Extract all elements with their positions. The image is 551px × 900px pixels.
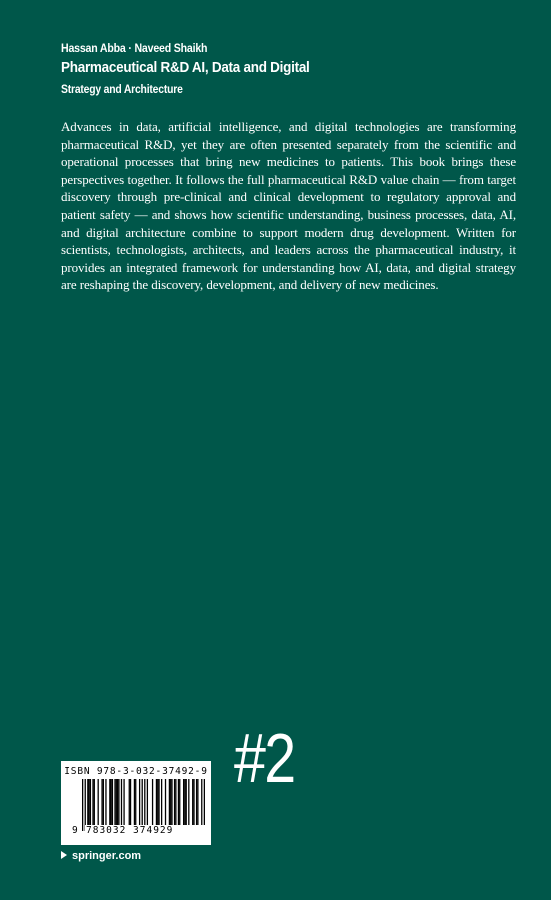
isbn-label: ISBN 978-3-032-37492-9 — [64, 766, 208, 777]
barcode-bar — [192, 779, 193, 826]
barcode-bar — [183, 779, 184, 826]
barcode-bar — [90, 779, 91, 826]
barcode-bar — [142, 779, 143, 831]
series-number: #2 — [234, 719, 295, 797]
barcode-bar — [101, 779, 102, 826]
barcode-bar — [158, 779, 159, 826]
barcode-bar — [109, 779, 110, 826]
book-description: Advances in data, artificial intelligence, and digital technologies are transforming pharmaceutical R&D, yet they are often presented separately from the scientific and operational processes that bring new medicines to patients. This book brings these perspectives together. It follows the full pharmaceutical R&D value chain — from target discovery through pre-clinical and clinical development to regulatory approval and patient safety — and shows how scientific understanding, business processes, data, AI, and digital architecture combine to support modern drug development. Written for scientists, technologists, architects, and leaders across the pharmaceutical industry, it provides an integrated framework for understanding how AI, data, and digital strategy are reshaping the discovery, development, and delivery of new medicines. — [61, 119, 516, 293]
barcode-bar — [114, 779, 115, 826]
barcode-bar — [94, 779, 95, 826]
barcode-bar — [147, 779, 148, 826]
barcode-bar — [92, 779, 93, 826]
barcode-bar — [161, 779, 162, 826]
barcode-bar — [117, 779, 118, 826]
website-link[interactable] — [61, 849, 141, 863]
barcode-bar — [110, 779, 111, 826]
barcode-bar — [157, 779, 158, 826]
barcode-bar — [174, 779, 175, 826]
barcode-bar — [193, 779, 194, 826]
barcode-bar — [175, 779, 176, 826]
barcode-bar — [152, 779, 153, 826]
barcode-bar — [85, 779, 86, 831]
barcode-bar — [98, 779, 99, 826]
website-label: springer.com — [72, 850, 142, 862]
barcode-bar — [170, 779, 171, 826]
barcode-bar — [112, 779, 113, 826]
barcode-bar — [197, 779, 198, 826]
authors: Hassan Abba · Naveed Shaikh — [61, 43, 208, 55]
barcode-bar — [118, 779, 119, 826]
barcode-bar — [139, 779, 140, 826]
barcode-bar — [201, 779, 202, 831]
barcode-bar — [186, 779, 187, 826]
barcode-bar — [123, 779, 124, 826]
ean-digits: 783032 374929 — [85, 825, 205, 836]
book-title: Pharmaceutical R&D AI, Data and Digital — [61, 59, 310, 76]
barcode-bar — [179, 779, 180, 826]
book-subtitle: Strategy and Architecture — [61, 84, 183, 96]
barcode-bar — [130, 779, 131, 826]
barcode-bar — [105, 779, 106, 826]
barcode-bar — [169, 779, 170, 826]
barcode-bar — [134, 779, 135, 826]
barcode-bar — [184, 779, 185, 826]
barcode-bar — [88, 779, 89, 826]
barcode-bar — [165, 779, 166, 826]
barcode-bar — [204, 779, 205, 831]
barcode-bar — [103, 779, 104, 826]
barcode-bar — [144, 779, 145, 831]
ean-first-digit: 9 — [72, 825, 78, 836]
barcode-bar — [178, 779, 179, 826]
barcode-bar — [116, 779, 117, 826]
barcode-bar — [129, 779, 130, 826]
isbn-barcode — [61, 761, 211, 845]
barcode-bar — [156, 779, 157, 826]
barcode-bar — [82, 779, 83, 831]
barcode-bar — [87, 779, 88, 826]
barcode-bar — [171, 779, 172, 826]
barcode-bar — [196, 779, 197, 826]
barcode-bar — [121, 779, 122, 826]
barcode-bar — [135, 779, 136, 826]
barcode-bar — [188, 779, 189, 826]
cover-header — [61, 42, 521, 98]
barcode-icon — [82, 779, 205, 831]
triangle-right-icon — [61, 851, 67, 859]
